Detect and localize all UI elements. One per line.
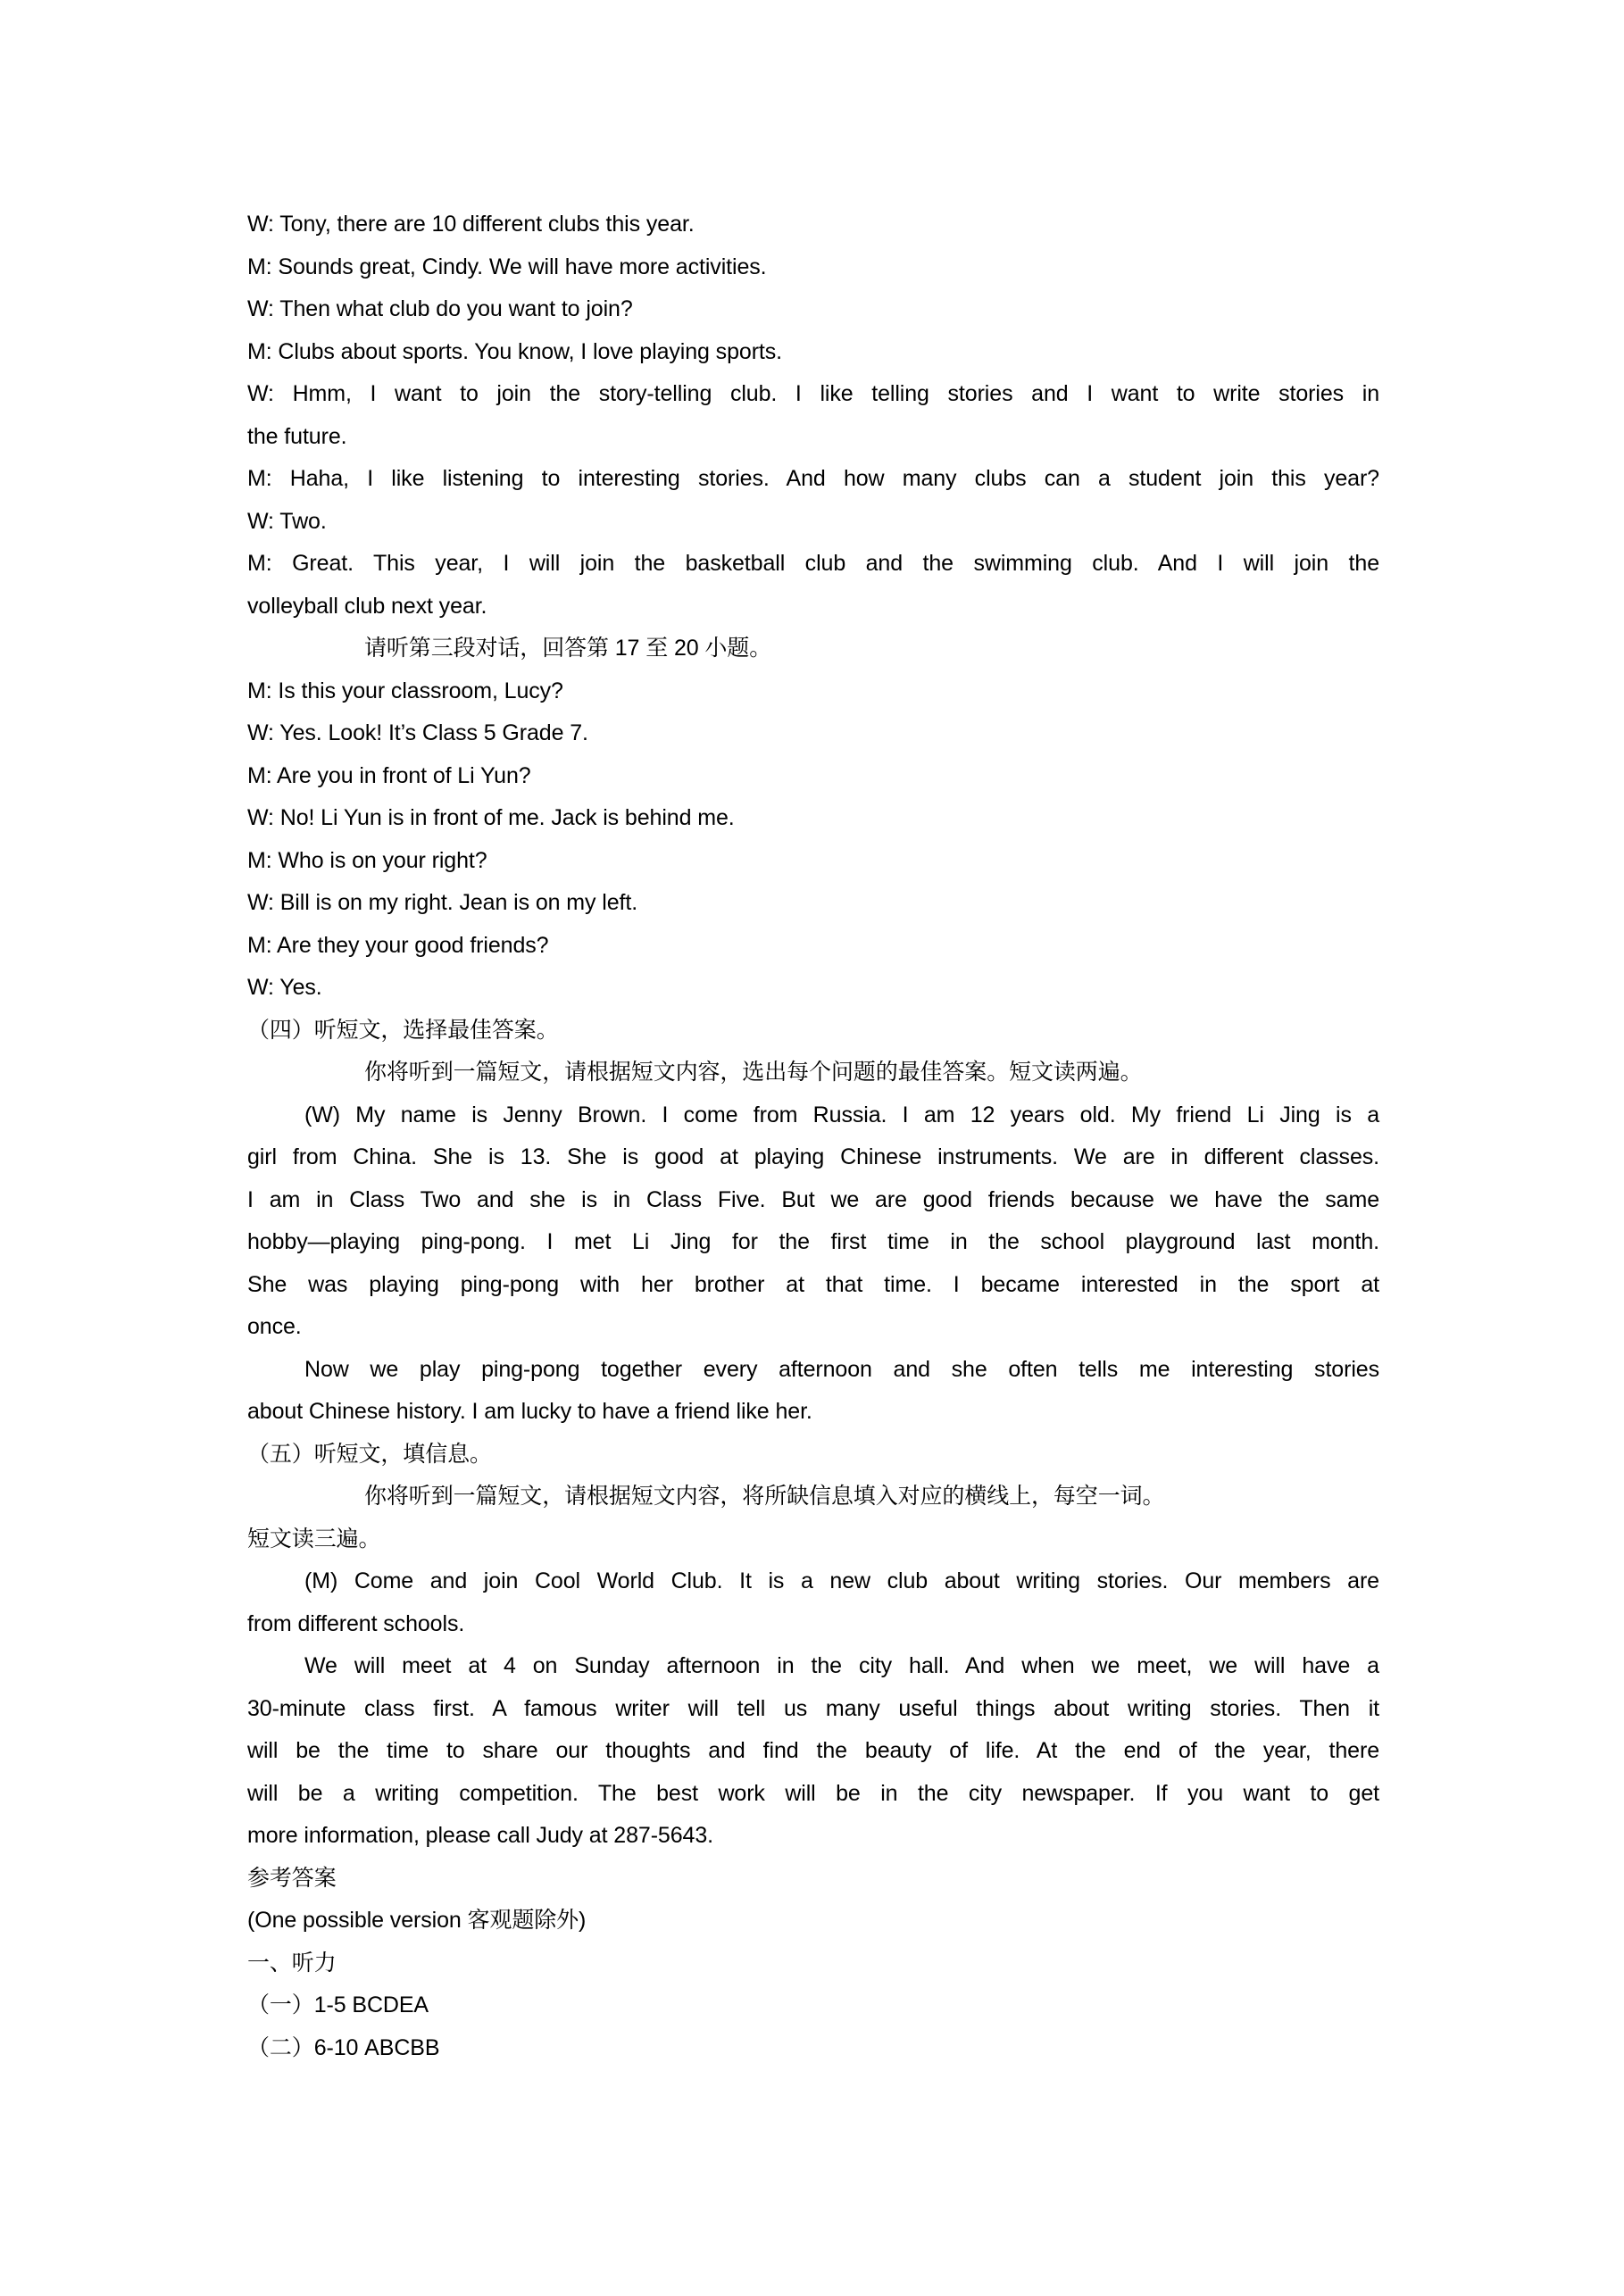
text-line: will be the time to share our thoughts and find the beauty of life. At the end of the year, there bbox=[247, 1738, 1379, 1763]
text-line: I am in Class Two and she is in Class Five. But we are good friends because we have the same bbox=[247, 1186, 1379, 1212]
text-line: W: Yes. bbox=[247, 975, 322, 1000]
text-line: volleyball club next year. bbox=[247, 593, 487, 619]
text-line: M: Are they your good friends? bbox=[247, 932, 549, 958]
text-line: the future. bbox=[247, 423, 347, 449]
text-line: more information, please call Judy at 287-5643. bbox=[247, 1823, 713, 1848]
text-line: W: Then what club do you want to join? bbox=[247, 296, 633, 321]
text-line: 短文读三遍。 bbox=[247, 1526, 381, 1551]
text-line: once. bbox=[247, 1314, 302, 1339]
text-line: M: Who is on your right? bbox=[247, 847, 487, 873]
text-line: Now we play ping-pong together every afternoon and she often tells me interesting stories bbox=[304, 1356, 1379, 1382]
text-line: M: Is this your classroom, Lucy? bbox=[247, 678, 563, 703]
text-line: (M) Come and join Cool World Club. It is a new club about writing stories. Our members are bbox=[304, 1568, 1379, 1593]
text-line: W: Bill is on my right. Jean is on my left. bbox=[247, 890, 638, 915]
text-line: （一）1-5 BCDEA bbox=[247, 1992, 429, 2017]
text-line: girl from China. She is 13. She is good at playing Chinese instruments. We are in different classes. bbox=[247, 1144, 1379, 1169]
text-line: W: Tony, there are 10 different clubs this year. bbox=[247, 212, 695, 237]
text-line: We will meet at 4 on Sunday afternoon in the city hall. And when we meet, we will have a bbox=[304, 1653, 1379, 1678]
text-line: about Chinese history. I am lucky to have a friend like her. bbox=[247, 1399, 812, 1424]
document-content bbox=[247, 204, 1379, 2069]
text-line: hobby—playing ping-pong. I met Li Jing for the first time in the school playground last month. bbox=[247, 1229, 1379, 1254]
text-line: M: Clubs about sports. You know, I love playing sports. bbox=[247, 338, 783, 364]
text-line: 你将听到一篇短文，请根据短文内容，将所缺信息填入对应的横线上，每空一词。 bbox=[364, 1484, 1165, 1509]
text-line: W: Hmm, I want to join the story-telling club. I like telling stories and I want to write stories in bbox=[247, 381, 1379, 406]
text-line: will be a writing competition. The best work will be in the city newspaper. If you want to get bbox=[247, 1780, 1379, 1806]
text-line: (W) My name is Jenny Brown. I come from Russia. I am 12 years old. My friend Li Jing is a bbox=[304, 1102, 1379, 1127]
text-line: She was playing ping-pong with her brother at that time. I became interested in the sport at bbox=[247, 1271, 1379, 1297]
text-line: 请听第三段对话，回答第 17 至 20 小题。 bbox=[364, 636, 772, 661]
text-line: W: Yes. Look! It’s Class 5 Grade 7. bbox=[247, 720, 588, 745]
text-line: （二）6-10 ABCBB bbox=[247, 2034, 440, 2060]
text-line: 你将听到一篇短文，请根据短文内容，选出每个问题的最佳答案。短文读两遍。 bbox=[364, 1060, 1143, 1085]
text-line: (One possible version 客观题除外) bbox=[247, 1908, 587, 1933]
text-line: M: Sounds great, Cindy. We will have more activities. bbox=[247, 254, 767, 279]
text-line: from different schools. bbox=[247, 1610, 465, 1636]
text-line: 参考答案 bbox=[247, 1865, 337, 1891]
text-line: （五）听短文，填信息。 bbox=[247, 1441, 492, 1467]
text-line: W: No! Li Yun is in front of me. Jack is behind me. bbox=[247, 805, 735, 830]
text-line: M: Are you in front of Li Yun? bbox=[247, 762, 531, 788]
text-line: W: Two. bbox=[247, 508, 327, 534]
text-line: 30-minute class first. A famous writer will tell us many useful things about writing stories. Then it bbox=[247, 1695, 1379, 1721]
text-line: （四）听短文，选择最佳答案。 bbox=[247, 1017, 559, 1043]
text-line: M: Haha, I like listening to interesting stories. And how many clubs can a student join this year? bbox=[247, 466, 1379, 491]
text-line: 一、听力 bbox=[247, 1950, 337, 1976]
text-line: M: Great. This year, I will join the basketball club and the swimming club. And I will join the bbox=[247, 551, 1379, 576]
